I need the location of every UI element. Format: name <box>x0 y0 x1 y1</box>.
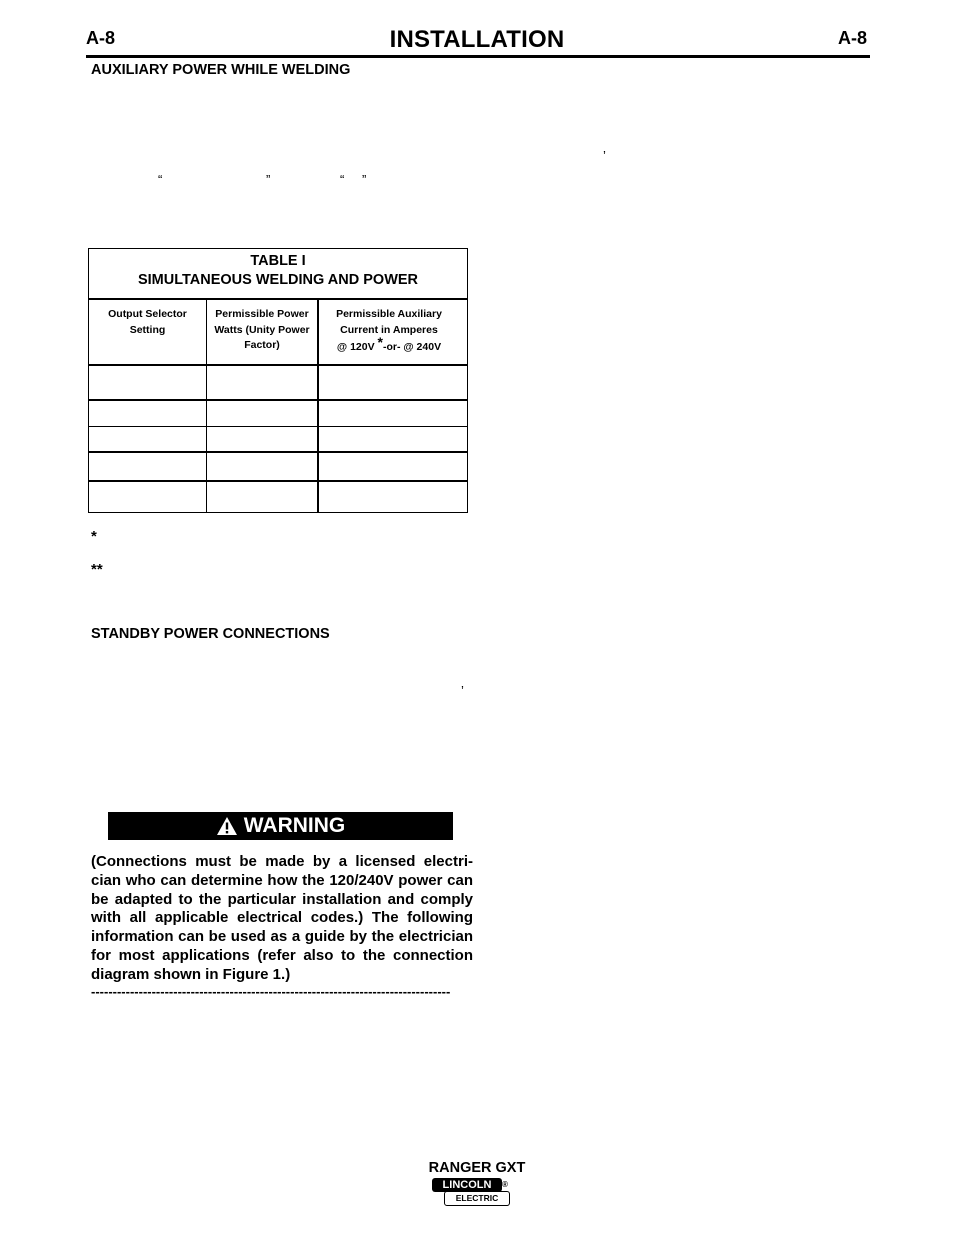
col-header-output-setting <box>89 307 206 338</box>
table-rule-caption <box>89 298 467 300</box>
col1-header-line2: Setting <box>129 323 166 336</box>
footnote-single-star: * <box>91 528 97 545</box>
table-rule-row1 <box>89 399 467 401</box>
logo-electric: ELECTRIC <box>444 1191 510 1206</box>
col-header-power-watts <box>207 307 317 354</box>
table-rule-row2 <box>89 426 467 427</box>
footnote-double-star: ** <box>91 561 103 578</box>
page-code-right: A-8 <box>838 28 868 48</box>
title-rule <box>86 55 870 58</box>
warning-label: WARNING <box>243 814 346 837</box>
stray-comma-1: ’ <box>603 148 606 163</box>
table-rule-row3 <box>89 451 467 453</box>
page-title: INSTALLATION <box>389 26 565 53</box>
col3-header-line2: Current in Amperes <box>340 323 438 336</box>
standby-power-heading: STANDBY POWER CONNECTIONS <box>91 626 330 642</box>
col3-header-line3 <box>319 334 459 356</box>
col1-header-line1: Output Selector <box>108 308 187 320</box>
logo-lincoln: LINCOLN <box>432 1178 502 1192</box>
col2-header-line1: Permissible Power <box>215 308 309 320</box>
stray-open-quote-2: “ <box>340 172 345 187</box>
col3-header-line1: Permissible Auxiliary <box>336 308 442 320</box>
col3-voltage-240: -or- @ 240V <box>382 341 442 353</box>
col2-header-line3: Factor) <box>244 339 280 351</box>
col-header-aux-current <box>319 307 459 356</box>
table-rule-header <box>89 364 467 366</box>
warning-banner <box>108 812 453 840</box>
lincoln-electric-logo <box>432 1178 512 1208</box>
warning-triangle-icon <box>216 816 238 836</box>
col3-voltage-120: @ 120V <box>336 341 378 353</box>
stray-close-quote-2: ” <box>362 172 367 187</box>
simultaneous-power-table <box>88 248 468 513</box>
table-caption-line1: TABLE I <box>250 253 306 269</box>
warning-dash-divider: ----------------------------------------------------------------------------------- <box>91 984 451 999</box>
table-rule-row4 <box>89 480 467 482</box>
col2-header-line2: Watts (Unity Power <box>214 323 310 336</box>
logo-registered-mark: ® <box>502 1180 508 1189</box>
col3-footnote-star: * <box>377 334 383 350</box>
stray-close-quote-1: ” <box>266 172 271 187</box>
model-name: RANGER GXT <box>428 1160 526 1176</box>
warning-text: (Connections must be made by a licensed electri-cian who can determine how the 120/240V power can be adapted to the particular installation and comply with all applicable electrical codes.) The following information can be used as a guide by the electrician for most applications (refer also to the connection diagram shown in Figure 1.) <box>91 853 473 983</box>
stray-open-quote-1: “ <box>158 172 163 187</box>
page-code-left: A-8 <box>86 28 116 48</box>
aux-power-heading: AUXILIARY POWER WHILE WELDING <box>91 62 351 78</box>
stray-comma-2: ’ <box>461 683 464 698</box>
table-caption-line2: SIMULTANEOUS WELDING AND POWER <box>137 272 419 288</box>
